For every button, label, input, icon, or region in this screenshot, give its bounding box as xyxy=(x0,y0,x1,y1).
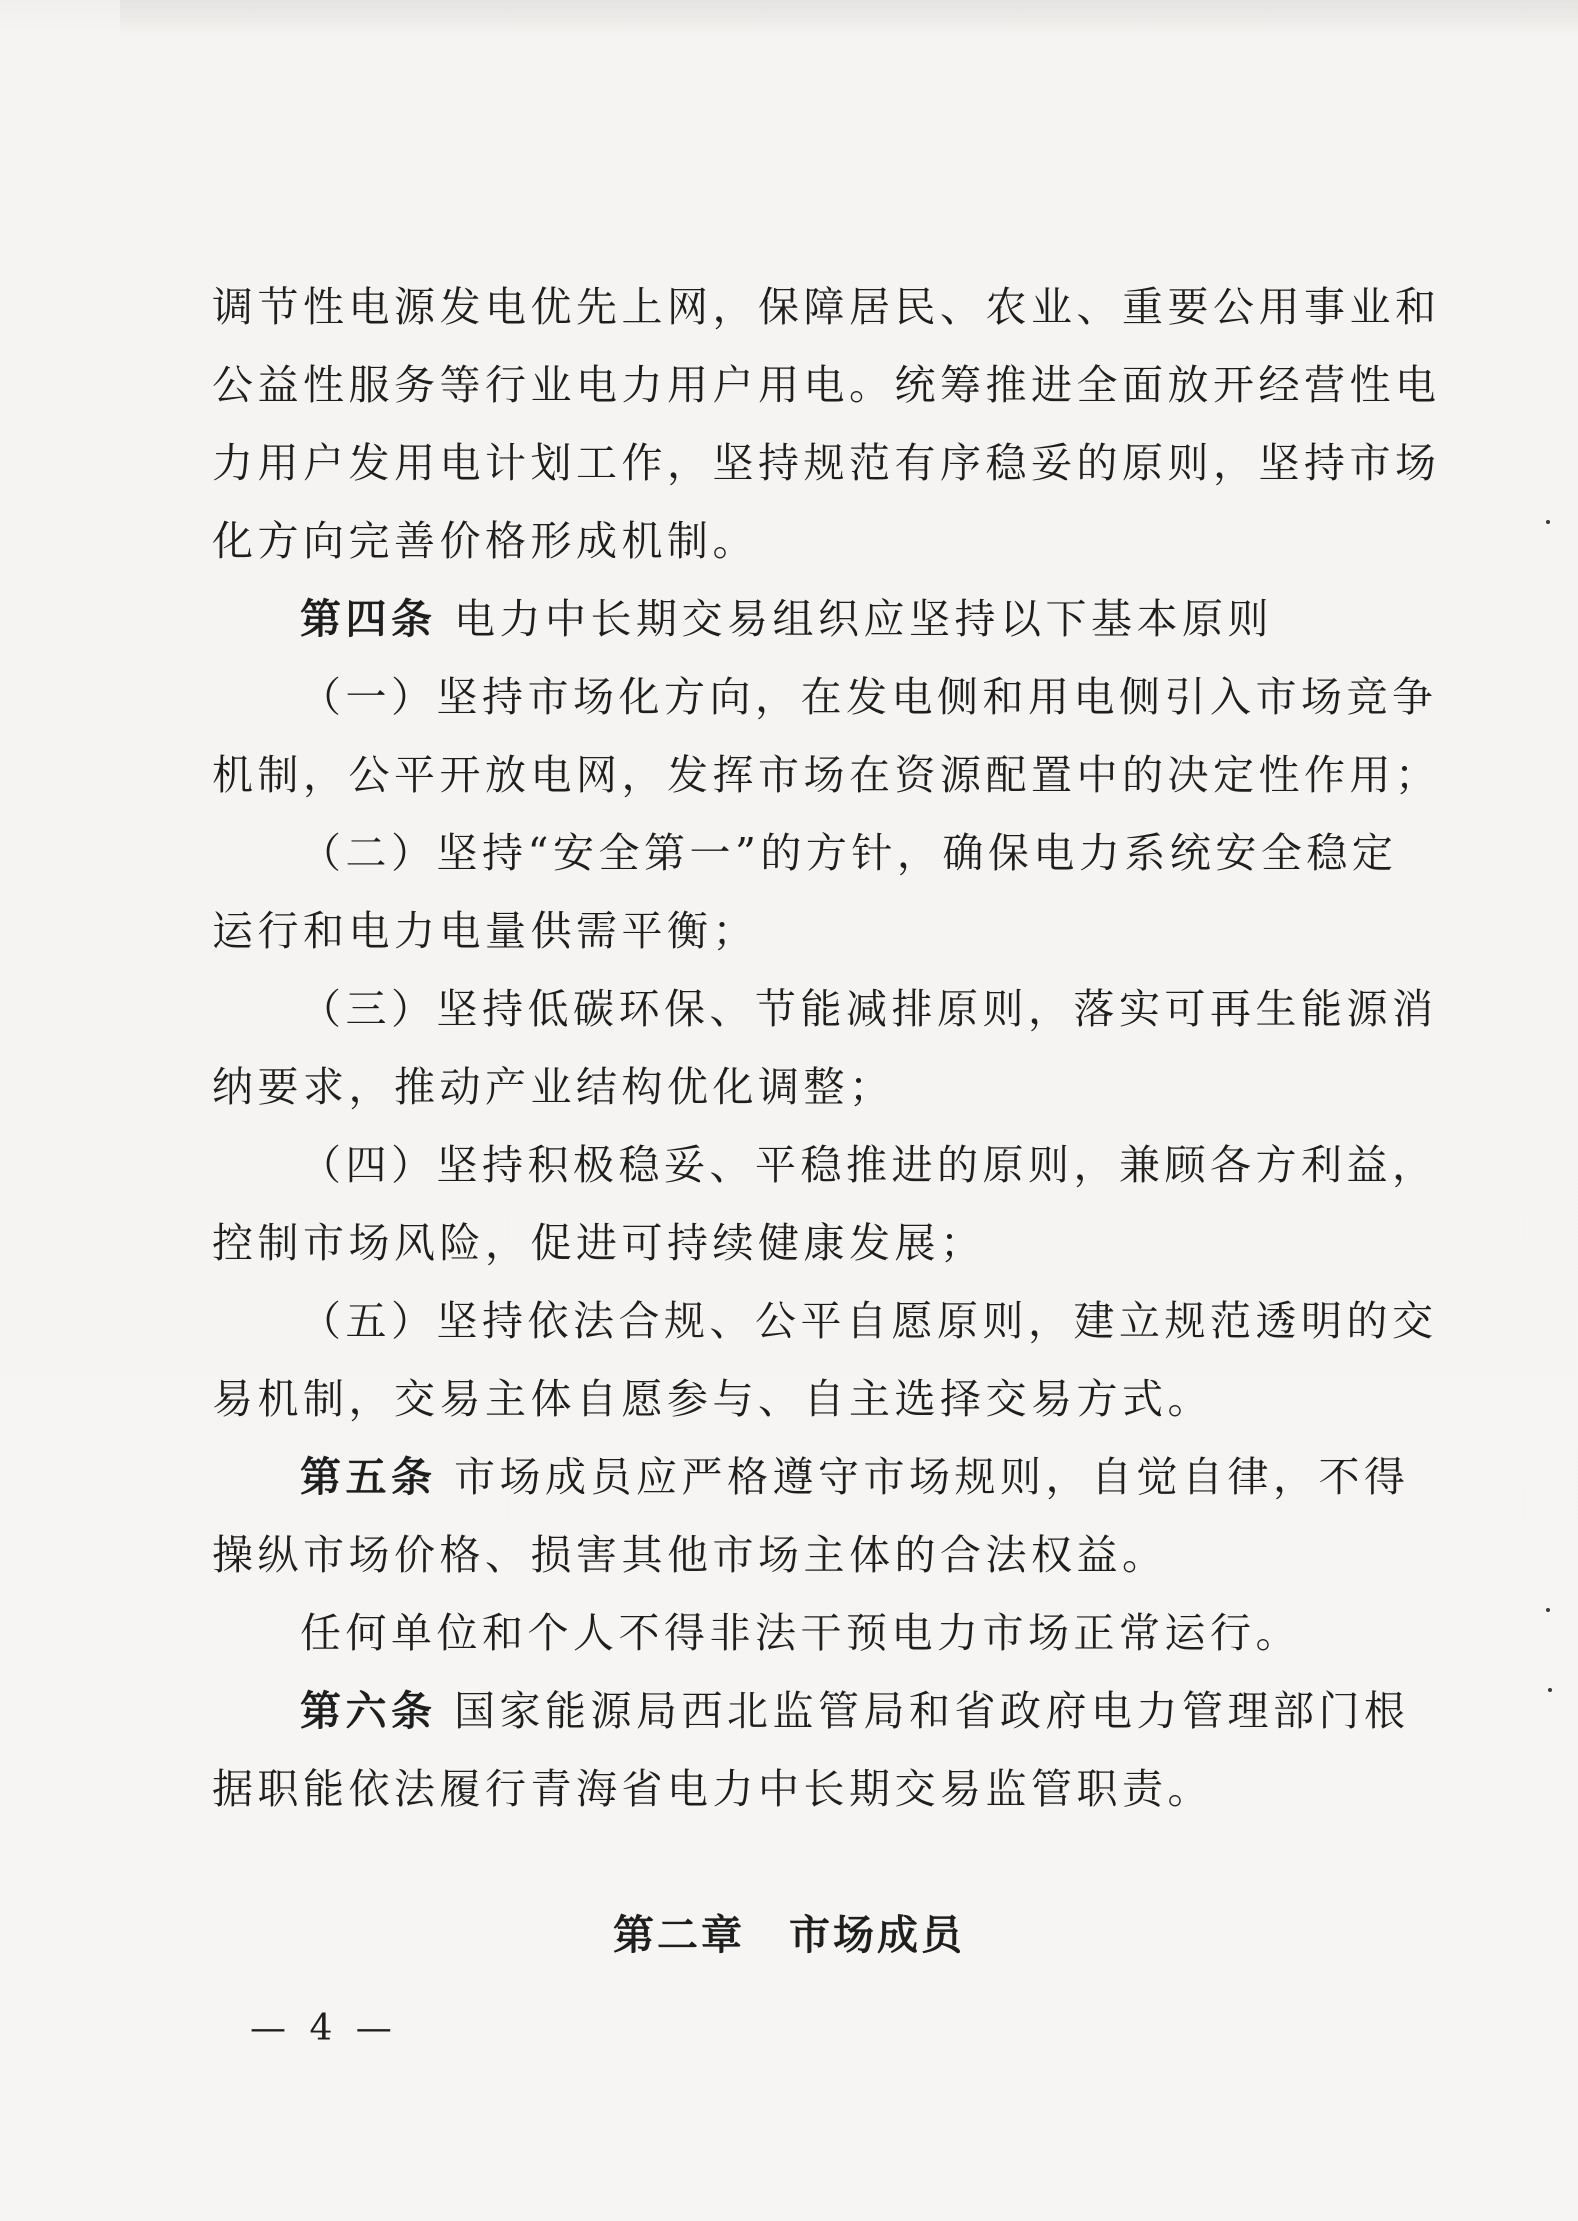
text-line: 任何单位和个人不得非法干预电力市场正常运行。 xyxy=(300,1609,1301,1657)
scan-speck xyxy=(1546,1608,1550,1612)
text-line: 化方向完善价格形成机制。 xyxy=(212,517,758,565)
article-label: 第五条 xyxy=(300,1453,437,1501)
article-label: 第六条 xyxy=(300,1687,437,1735)
article-6-line: 第六条 国家能源局西北监管局和省政府电力管理部门根 xyxy=(300,1687,1410,1735)
text-line: 易机制，交易主体自愿参与、自主选择交易方式。 xyxy=(212,1375,1213,1423)
text-line: （五）坚持依法合规、公平自愿原则，建立规范透明的交 xyxy=(300,1297,1438,1345)
chapter-heading: 第二章 市场成员 xyxy=(613,1911,965,1959)
article-label: 第四条 xyxy=(300,595,437,643)
body-text xyxy=(212,268,1441,1828)
text-line: 控制市场风险，促进可持续健康发展； xyxy=(212,1219,986,1267)
text-line: （三）坚持低碳环保、节能减排原则，落实可再生能源消 xyxy=(300,985,1438,1033)
text-line: 调节性电源发电优先上网，保障居民、农业、重要公用事业和 xyxy=(212,283,1441,331)
text-line: 运行和电力电量供需平衡； xyxy=(212,907,758,955)
scan-speck xyxy=(1546,520,1550,524)
text-line: 据职能依法履行青海省电力中长期交易监管职责。 xyxy=(212,1765,1213,1813)
text-line: （二）坚持“安全第一”的方针，确保电力系统安全稳定 xyxy=(300,829,1398,877)
text-line: （四）坚持积极稳妥、平稳推进的原则，兼顾各方利益， xyxy=(300,1141,1438,1189)
page-number: — 4 — xyxy=(250,2008,398,2049)
text-line: 操纵市场价格、损害其他市场主体的合法权益。 xyxy=(212,1531,1168,1579)
text-line: 纳要求，推动产业结构优化调整； xyxy=(212,1063,895,1111)
article-4-line: 第四条 电力中长期交易组织应坚持以下基本原则 xyxy=(300,595,1274,643)
text-line: （一）坚持市场化方向，在发电侧和用电侧引入市场竞争 xyxy=(300,673,1438,721)
scan-speck xyxy=(1548,1688,1552,1692)
text-line: 力用户发用电计划工作，坚持规范有序稳妥的原则，坚持市场 xyxy=(212,439,1441,487)
text-line: 公益性服务等行业电力用户用电。统筹推进全面放开经营性电 xyxy=(212,361,1441,409)
article-5-line: 第五条 市场成员应严格遵守市场规则，自觉自律，不得 xyxy=(300,1453,1410,1501)
scan-top-edge xyxy=(120,0,1578,36)
text-line: 机制，公平开放电网，发挥市场在资源配置中的决定性作用； xyxy=(212,751,1441,799)
